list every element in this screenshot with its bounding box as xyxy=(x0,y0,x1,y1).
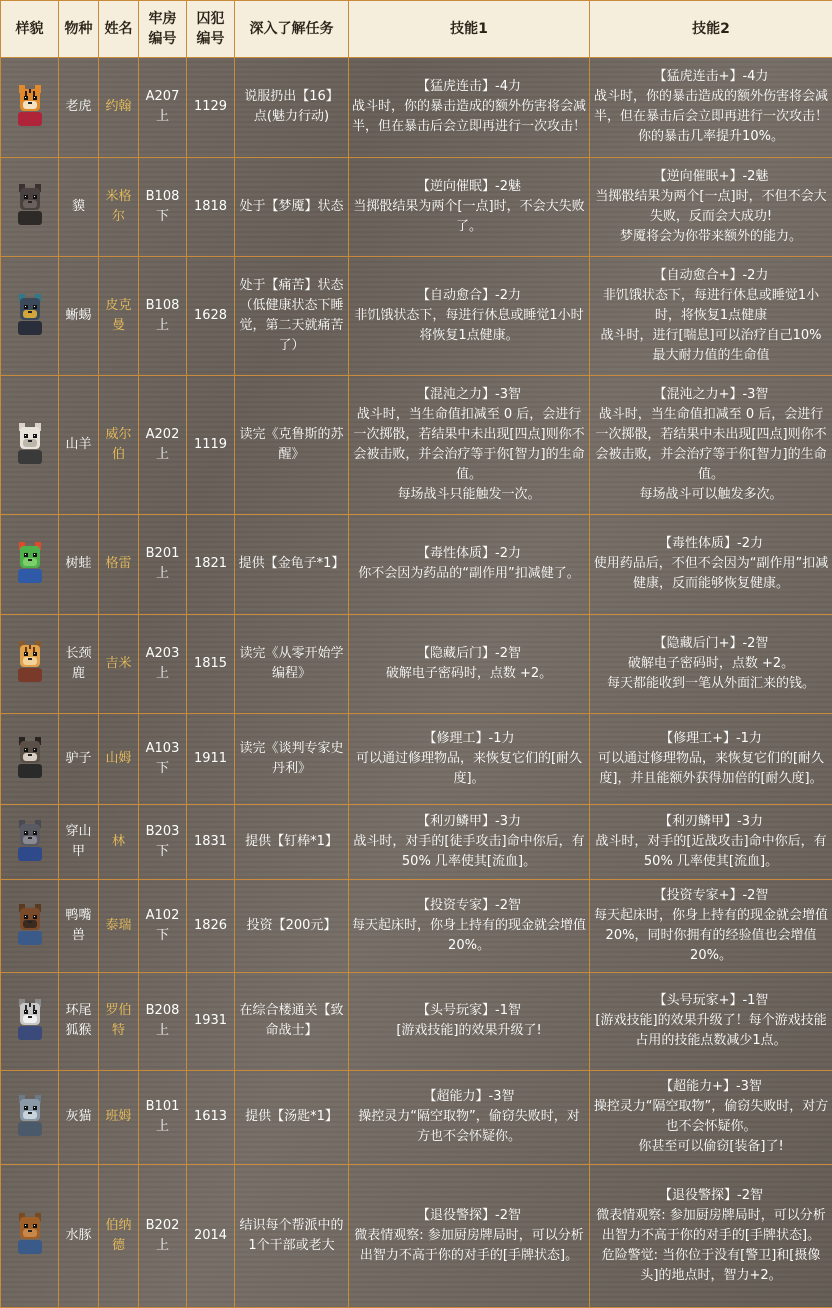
cell-number-cell: B201上 xyxy=(139,515,187,615)
skill1-description: 可以通过修理物品，来恢复它们的[耐久度]。 xyxy=(355,751,583,787)
header-skill1: 技能1 xyxy=(349,1,590,58)
skill2-description: 你甚至可以偷窃[装备]了! xyxy=(638,1139,784,1155)
skill2-description: 可以通过修理物品，来恢复它们的[耐久度]，并且能额外获得加倍的[耐久度]。 xyxy=(597,751,825,787)
name-cell: 山姆 xyxy=(99,714,139,805)
species-cell: 鸭嘴兽 xyxy=(59,879,99,972)
species-cell: 长颈鹿 xyxy=(59,614,99,714)
skill2-title: 【修理工+】-1力 xyxy=(660,731,762,747)
skill2-description: 梦魇将会为你带来额外的能力。 xyxy=(619,228,802,244)
cell-number-cell: B203下 xyxy=(139,805,187,880)
skill2-title: 【自动愈合+】-2力 xyxy=(653,268,769,284)
tapir-avatar-icon xyxy=(10,181,50,225)
prisoner-number-cell: 1911 xyxy=(187,714,235,805)
species-cell: 蜥蜴 xyxy=(59,257,99,376)
species-cell: 灰猫 xyxy=(59,1070,99,1164)
skill1-description: 每场战斗只能触发一次。 xyxy=(397,487,541,503)
task-cell: 处于【痛苦】状态（低健康状态下睡觉，第二天就痛苦了） xyxy=(235,257,349,376)
table-row xyxy=(1,973,832,1070)
skill1-cell xyxy=(349,58,590,158)
header-species: 物种 xyxy=(59,1,99,58)
skill1-cell xyxy=(349,257,590,376)
name-cell: 林 xyxy=(99,805,139,880)
skill2-title: 【猛虎连击+】-4力 xyxy=(653,69,769,85)
skill2-cell xyxy=(590,157,832,257)
header-avatar: 样貌 xyxy=(1,1,59,58)
skill1-description: 非饥饿状态下，每进行休息或睡觉1小时将恢复1点健康。 xyxy=(354,308,584,344)
table-row xyxy=(1,376,832,515)
skill2-description: 每天起床时，你身上持有的现金就会增值 20%，同时你拥有的经验值也会增值 20%。 xyxy=(593,908,828,964)
table-row xyxy=(1,157,832,257)
skill2-title: 【退役警探】-2智 xyxy=(659,1187,763,1203)
avatar-cell xyxy=(1,1164,59,1307)
skill2-description: 每天都能收到一笔从外面汇来的钱。 xyxy=(606,675,815,691)
table-row xyxy=(1,1070,832,1164)
avatar-cell xyxy=(1,157,59,257)
skill1-title: 【头号玩家】-1智 xyxy=(417,1003,521,1019)
skill1-cell xyxy=(349,714,590,805)
skill2-cell xyxy=(590,376,832,515)
skill2-cell xyxy=(590,1164,832,1307)
skill1-cell xyxy=(349,1070,590,1164)
skill2-title: 【混沌之力+】-3智 xyxy=(653,387,769,403)
skill1-description: 破解电子密码时，点数 +2。 xyxy=(385,665,553,681)
header-prisoner: 囚犯编号 xyxy=(187,1,235,58)
skill1-title: 【修理工】-1力 xyxy=(423,731,515,747)
avatar-cell xyxy=(1,376,59,515)
header-task: 深入了解任务 xyxy=(235,1,349,58)
skill2-description: 危险警觉: 当你位于没有[警卫]和[摄像头]的地点时，智力+2。 xyxy=(601,1247,821,1283)
skill1-title: 【混沌之力】-3智 xyxy=(417,387,521,403)
task-cell: 提供【钉棒*1】 xyxy=(235,805,349,880)
pangolin-avatar-icon xyxy=(10,817,50,861)
skill1-title: 【逆向催眠】-2魅 xyxy=(417,178,521,194)
skill2-description: 操控灵力“隔空取物”，偷窃失败时，对方也不会怀疑你。 xyxy=(593,1099,829,1135)
skill2-title: 【毒性体质】-2力 xyxy=(659,536,763,552)
species-cell: 驴子 xyxy=(59,714,99,805)
task-cell: 读完《谈判专家史丹利》 xyxy=(235,714,349,805)
skill2-title: 【头号玩家+】-1智 xyxy=(653,993,769,1009)
name-cell: 米格尔 xyxy=(99,157,139,257)
prisoner-number-cell: 1815 xyxy=(187,614,235,714)
cell-number-cell: B202上 xyxy=(139,1164,187,1307)
skill2-title: 【逆向催眠+】-2魅 xyxy=(653,168,769,184)
skill1-description: 战斗时，你的暴击造成的额外伤害将会减半，但在暴击后会立即再进行一次攻击！ xyxy=(352,99,587,135)
cell-number-cell: B101上 xyxy=(139,1070,187,1164)
prisoner-number-cell: 1119 xyxy=(187,376,235,515)
skill1-title: 【毒性体质】-2力 xyxy=(417,546,521,562)
avatar-cell xyxy=(1,805,59,880)
skill2-description: 战斗时，当生命值扣减至 0 后，会进行一次掷骰，若结果中未出现[四点]则你不会被击败，并会治疗等于你[智力]的生命值。 xyxy=(595,407,827,483)
table-row xyxy=(1,58,832,158)
task-cell: 投资【200元】 xyxy=(235,879,349,972)
skill2-description: 当掷骰结果为两个[一点]时，不但不会大失败，反而会大成功! xyxy=(595,188,827,224)
table-row xyxy=(1,515,832,615)
cell-number-cell: A102下 xyxy=(139,879,187,972)
skill2-description: 每场战斗可以触发多次。 xyxy=(639,487,783,503)
treefrog-avatar-icon xyxy=(10,539,50,583)
table-row xyxy=(1,1164,832,1307)
name-cell: 约翰 xyxy=(99,58,139,158)
table-row xyxy=(1,257,832,376)
prisoner-number-cell: 1826 xyxy=(187,879,235,972)
skill2-title: 【投资专家+】-2智 xyxy=(653,888,769,904)
skill1-cell xyxy=(349,157,590,257)
name-cell: 格雷 xyxy=(99,515,139,615)
skill2-cell xyxy=(590,257,832,376)
skill1-title: 【猛虎连击】-4力 xyxy=(417,79,521,95)
skill1-cell xyxy=(349,376,590,515)
skill2-description: 非饥饿状态下，每进行休息或睡觉1小时，将恢复1点健康 xyxy=(602,288,820,324)
skill2-cell xyxy=(590,879,832,972)
prisoner-number-cell: 1628 xyxy=(187,257,235,376)
table-row xyxy=(1,614,832,714)
skill2-description: 微表情观察: 参加厨房牌局时，可以分析出智力不高于你的对手的[手牌状态]。 xyxy=(596,1207,826,1243)
prisoner-number-cell: 1821 xyxy=(187,515,235,615)
task-cell: 提供【汤匙*1】 xyxy=(235,1070,349,1164)
capybara-avatar-icon xyxy=(10,1210,50,1254)
task-cell: 读完《从零开始学编程》 xyxy=(235,614,349,714)
skill2-title: 【隐藏后门+】-2智 xyxy=(653,635,769,651)
skill1-description: 战斗时，对手的[徒手攻击]命中你后，有 50% 几率使其[流血]。 xyxy=(353,834,585,870)
task-cell: 读完《克鲁斯的苏醒》 xyxy=(235,376,349,515)
avatar-cell xyxy=(1,257,59,376)
cell-number-cell: B108上 xyxy=(139,257,187,376)
skill1-title: 【投资专家】-2智 xyxy=(417,898,521,914)
skill2-description: 使用药品后，不但不会因为“副作用”扣减健康，反而能够恢复健康。 xyxy=(593,556,829,592)
skill2-cell xyxy=(590,614,832,714)
skill1-description: 你不会因为药品的“副作用”扣减健了。 xyxy=(358,566,580,582)
platypus-avatar-icon xyxy=(10,901,50,945)
species-cell: 水豚 xyxy=(59,1164,99,1307)
skill2-description: 战斗时，进行[喘息]可以治疗自己10% 最大耐力值的生命值 xyxy=(600,328,822,364)
giraffe-avatar-icon xyxy=(10,638,50,682)
skill1-description: 战斗时，当生命值扣减至 0 后，会进行一次掷骰，若结果中未出现[四点]则你不会被击败，并会治疗等于你[智力]的生命值。 xyxy=(353,407,585,483)
skill2-cell xyxy=(590,58,832,158)
name-cell: 伯纳德 xyxy=(99,1164,139,1307)
species-cell: 环尾狐猴 xyxy=(59,973,99,1070)
skill1-title: 【自动愈合】-2力 xyxy=(417,288,521,304)
name-cell: 泰瑞 xyxy=(99,879,139,972)
name-cell: 罗伯特 xyxy=(99,973,139,1070)
skill2-cell xyxy=(590,805,832,880)
species-cell: 山羊 xyxy=(59,376,99,515)
prisoner-number-cell: 2014 xyxy=(187,1164,235,1307)
skill2-description: 战斗时，对手的[近战攻击]命中你后，有 50% 几率使其[流血]。 xyxy=(595,834,827,870)
skill2-cell xyxy=(590,515,832,615)
skill1-description: [游戏技能]的效果升级了! xyxy=(396,1023,542,1039)
skill2-cell xyxy=(590,1070,832,1164)
avatar-cell xyxy=(1,1070,59,1164)
skill2-title: 【利刃鳞甲】-3力 xyxy=(659,814,763,830)
cell-number-cell: A207上 xyxy=(139,58,187,158)
species-cell: 树蛙 xyxy=(59,515,99,615)
prisoner-number-cell: 1129 xyxy=(187,58,235,158)
avatar-cell xyxy=(1,614,59,714)
task-cell: 说服扔出【16】点(魅力行动) xyxy=(235,58,349,158)
skill2-description: [游戏技能]的效果升级了！每个游戏技能占用的技能点数减少1点。 xyxy=(595,1013,827,1049)
skill1-cell xyxy=(349,515,590,615)
lemur-avatar-icon xyxy=(10,996,50,1040)
skill1-cell xyxy=(349,805,590,880)
header-skill2: 技能2 xyxy=(590,1,832,58)
name-cell: 吉米 xyxy=(99,614,139,714)
skill2-description: 战斗时，你的暴击造成的额外伤害将会减半，但在暴击后会立即再进行一次攻击！你的暴击几率提升10%。 xyxy=(593,89,828,145)
table-row xyxy=(1,714,832,805)
table-row xyxy=(1,805,832,880)
donkey-avatar-icon xyxy=(10,734,50,778)
name-cell: 皮克曼 xyxy=(99,257,139,376)
skill2-title: 【超能力+】-3智 xyxy=(660,1079,762,1095)
cell-number-cell: A103下 xyxy=(139,714,187,805)
skill1-description: 每天起床时，你身上持有的现金就会增值 20%。 xyxy=(352,918,587,954)
task-cell: 在综合楼通关【致命战士】 xyxy=(235,973,349,1070)
avatar-cell xyxy=(1,714,59,805)
species-cell: 老虎 xyxy=(59,58,99,158)
skill1-title: 【利刃鳞甲】-3力 xyxy=(417,814,521,830)
prisoner-number-cell: 1831 xyxy=(187,805,235,880)
table-row xyxy=(1,879,832,972)
cell-number-cell: B208上 xyxy=(139,973,187,1070)
header-name: 姓名 xyxy=(99,1,139,58)
skill1-cell xyxy=(349,614,590,714)
graycat-avatar-icon xyxy=(10,1092,50,1136)
prisoner-number-cell: 1613 xyxy=(187,1070,235,1164)
avatar-cell xyxy=(1,58,59,158)
task-cell: 处于【梦魇】状态 xyxy=(235,157,349,257)
tiger-avatar-icon xyxy=(10,82,50,126)
prisoner-number-cell: 1818 xyxy=(187,157,235,257)
cell-number-cell: B108下 xyxy=(139,157,187,257)
skill1-cell xyxy=(349,973,590,1070)
skill2-description: 破解电子密码时，点数 +2。 xyxy=(627,655,795,671)
avatar-cell xyxy=(1,973,59,1070)
name-cell: 威尔伯 xyxy=(99,376,139,515)
avatar-cell xyxy=(1,879,59,972)
lizard-avatar-icon xyxy=(10,291,50,335)
skill1-description: 微表情观察: 参加厨房牌局时，可以分析出智力不高于你的对手的[手牌状态]。 xyxy=(354,1227,584,1263)
goat-avatar-icon xyxy=(10,420,50,464)
name-cell: 班姆 xyxy=(99,1070,139,1164)
cell-number-cell: A203上 xyxy=(139,614,187,714)
cell-number-cell: A202上 xyxy=(139,376,187,515)
skill1-title: 【退役警探】-2智 xyxy=(417,1207,521,1223)
species-cell: 穿山甲 xyxy=(59,805,99,880)
header-cell: 牢房编号 xyxy=(139,1,187,58)
task-cell: 提供【金龟子*1】 xyxy=(235,515,349,615)
prisoner-number-cell: 1931 xyxy=(187,973,235,1070)
skill1-cell xyxy=(349,1164,590,1307)
skill1-description: 操控灵力“隔空取物”，偷窃失败时，对方也不会怀疑你。 xyxy=(358,1109,580,1145)
skill2-cell xyxy=(590,973,832,1070)
skill2-cell xyxy=(590,714,832,805)
avatar-cell xyxy=(1,515,59,615)
skill1-title: 【超能力】-3智 xyxy=(423,1089,515,1105)
header-row xyxy=(1,1,832,58)
species-cell: 貘 xyxy=(59,157,99,257)
skill1-title: 【隐藏后门】-2智 xyxy=(417,645,521,661)
skill1-description: 当掷骰结果为两个[一点]时，不会大失败了。 xyxy=(353,198,585,234)
skill1-cell xyxy=(349,879,590,972)
task-cell: 结识每个帮派中的1个干部或老大 xyxy=(235,1164,349,1307)
